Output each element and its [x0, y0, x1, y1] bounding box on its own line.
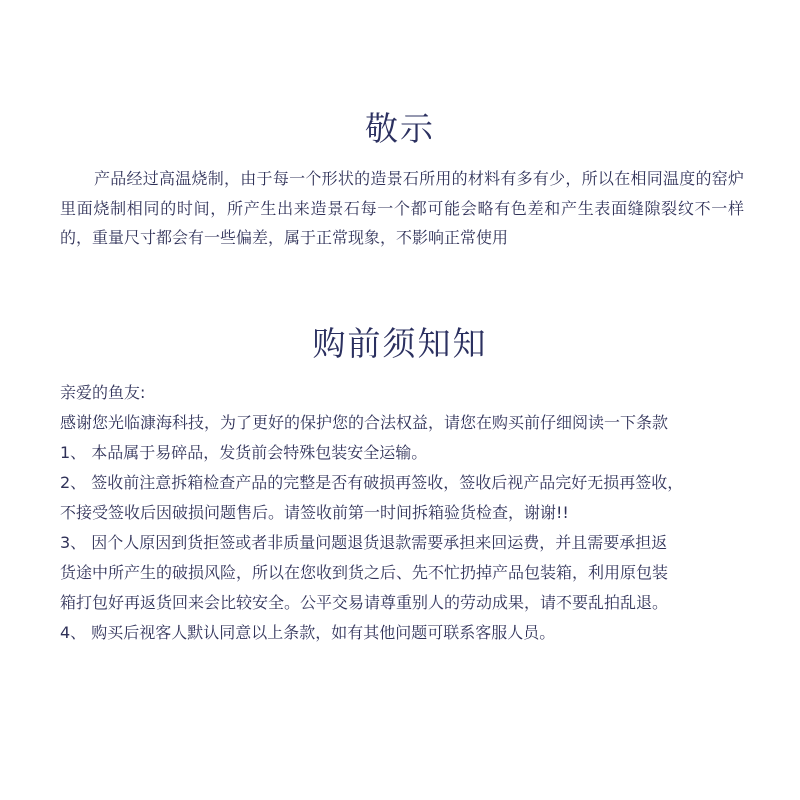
term-line-4: 4、 购买后视客人默认同意以上条款，如有其他问题可联系客服人员。: [60, 623, 556, 642]
greeting-line: 亲爱的鱼友:: [60, 383, 146, 402]
term-line-3-cont-2: 箱打包好再返货回来会比较安全。公平交易请尊重别人的劳动成果，请不要乱拍乱退。: [60, 593, 669, 612]
purchase-terms: [60, 378, 750, 648]
notice-paragraph: 产品经过高温烧制，由于每一个形状的造景石所用的材料有多有少，所以在相同温度的窑炉里面烧制相同的时间，所产生出来造景石每一个都可能会略有色差和产生表面缝隙裂纹不一样的，重量尺寸都会有一些偏差，属于正常现象，不影响正常使用: [60, 169, 744, 247]
intro-line: 感谢您光临漮海科技，为了更好的保护您的合法权益，请您在购买前仔细阅读一下条款: [60, 413, 669, 432]
term-line-2-cont: 不接受签收后因破损问题售后。请签收前第一时间拆箱验货检查，谢谢!!: [60, 503, 569, 522]
purchase-notice-title: 购前须知知: [312, 324, 488, 363]
notice-title: 敬示: [365, 109, 435, 148]
term-line-3-cont: 货途中所产生的破损风险，所以在您收到货之后、先不忙扔掉产品包装箱，利用原包装: [60, 563, 669, 582]
term-line-3: 3、 因个人原因到货拒签或者非质量问题退货退款需要承担来回运费，并且需要承担返: [60, 533, 668, 552]
term-line-1: 1、 本品属于易碎品，发货前会特殊包装安全运输。: [60, 443, 428, 462]
term-line-2: 2、 签收前注意拆箱检查产品的完整是否有破损再签收，签收后视产品完好无损再签收，: [60, 473, 684, 492]
